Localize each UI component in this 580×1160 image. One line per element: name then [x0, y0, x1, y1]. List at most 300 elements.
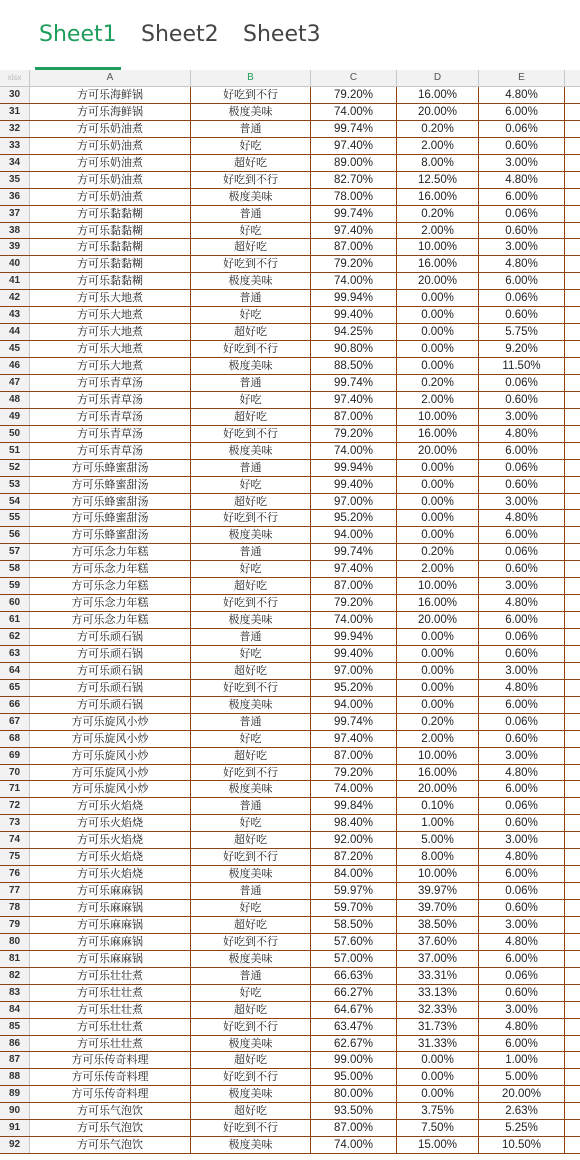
cell-e[interactable]: 3.00% [479, 748, 565, 764]
row-number[interactable]: 31 [0, 104, 30, 120]
cell-b[interactable]: 超好吃 [191, 155, 311, 171]
cell-d[interactable]: 20.00% [397, 104, 479, 120]
cell-e[interactable]: 9.20% [479, 341, 565, 357]
cell-b[interactable]: 普通 [191, 121, 311, 137]
cell-d[interactable]: 20.00% [397, 781, 479, 797]
row-number[interactable]: 56 [0, 527, 30, 543]
cell-e[interactable]: 6.00% [479, 527, 565, 543]
cell-a[interactable]: 方可乐青草汤 [30, 409, 191, 425]
cell-a[interactable]: 方可乐奶油煮 [30, 172, 191, 188]
cell-b[interactable]: 好吃到不行 [191, 87, 311, 103]
cell-b[interactable]: 好吃到不行 [191, 172, 311, 188]
cell-e[interactable]: 0.06% [479, 883, 565, 899]
cell-b[interactable]: 普通 [191, 460, 311, 476]
row-number[interactable]: 81 [0, 951, 30, 967]
cell-c[interactable]: 95.20% [311, 510, 397, 526]
cell-a[interactable]: 方可乐顽石锅 [30, 663, 191, 679]
cell-a[interactable]: 方可乐青草汤 [30, 392, 191, 408]
cell-a[interactable]: 方可乐蜂蜜甜汤 [30, 494, 191, 510]
cell-b[interactable]: 好吃到不行 [191, 426, 311, 442]
cell-b[interactable]: 好吃 [191, 307, 311, 323]
row-number[interactable]: 73 [0, 815, 30, 831]
cell-b[interactable]: 好吃到不行 [191, 680, 311, 696]
cell-a[interactable]: 方可乐壮壮煮 [30, 1036, 191, 1052]
cell-a[interactable]: 方可乐蜂蜜甜汤 [30, 527, 191, 543]
cell-e[interactable]: 0.06% [479, 121, 565, 137]
cell-e[interactable]: 4.80% [479, 934, 565, 950]
cell-c[interactable]: 97.40% [311, 561, 397, 577]
row-number[interactable]: 64 [0, 663, 30, 679]
cell-c[interactable]: 80.00% [311, 1086, 397, 1102]
cell-b[interactable]: 普通 [191, 968, 311, 984]
cell-a[interactable]: 方可乐壮壮煮 [30, 968, 191, 984]
row-number[interactable]: 92 [0, 1137, 30, 1153]
cell-b[interactable]: 极度美味 [191, 1137, 311, 1153]
row-number[interactable]: 69 [0, 748, 30, 764]
cell-a[interactable]: 方可乐旋风小炒 [30, 781, 191, 797]
cell-b[interactable]: 好吃到不行 [191, 256, 311, 272]
cell-e[interactable]: 0.60% [479, 138, 565, 154]
cell-e[interactable]: 0.60% [479, 731, 565, 747]
cell-d[interactable]: 10.00% [397, 409, 479, 425]
cell-a[interactable]: 方可乐黏黏糊 [30, 223, 191, 239]
cell-e[interactable]: 3.00% [479, 578, 565, 594]
cell-c[interactable]: 88.50% [311, 358, 397, 374]
cell-c[interactable]: 97.40% [311, 138, 397, 154]
cell-d[interactable]: 0.20% [397, 206, 479, 222]
cell-e[interactable]: 6.00% [479, 781, 565, 797]
cell-b[interactable]: 超好吃 [191, 409, 311, 425]
tab-sheet2[interactable]: Sheet2 [141, 22, 219, 47]
cell-d[interactable]: 0.20% [397, 121, 479, 137]
cell-c[interactable]: 87.20% [311, 849, 397, 865]
cell-e[interactable]: 4.80% [479, 765, 565, 781]
cell-b[interactable]: 超好吃 [191, 239, 311, 255]
cell-c[interactable]: 97.40% [311, 731, 397, 747]
cell-b[interactable]: 超好吃 [191, 324, 311, 340]
cell-e[interactable]: 6.00% [479, 1036, 565, 1052]
spreadsheet-grid[interactable] [0, 70, 580, 1160]
row-number[interactable]: 86 [0, 1036, 30, 1052]
cell-c[interactable]: 99.74% [311, 544, 397, 560]
cell-a[interactable]: 方可乐火焰烧 [30, 866, 191, 882]
row-number[interactable]: 30 [0, 87, 30, 103]
cell-b[interactable]: 极度美味 [191, 951, 311, 967]
cell-e[interactable]: 4.80% [479, 510, 565, 526]
row-number[interactable]: 49 [0, 409, 30, 425]
cell-d[interactable]: 16.00% [397, 256, 479, 272]
cell-d[interactable]: 2.00% [397, 138, 479, 154]
cell-c[interactable]: 57.00% [311, 951, 397, 967]
cell-d[interactable]: 0.00% [397, 341, 479, 357]
cell-b[interactable]: 好吃 [191, 561, 311, 577]
cell-a[interactable]: 方可乐气泡饮 [30, 1120, 191, 1136]
cell-d[interactable]: 37.60% [397, 934, 479, 950]
cell-e[interactable]: 3.00% [479, 832, 565, 848]
cell-d[interactable]: 7.50% [397, 1120, 479, 1136]
row-number[interactable]: 44 [0, 324, 30, 340]
cell-b[interactable]: 好吃 [191, 646, 311, 662]
cell-d[interactable]: 32.33% [397, 1002, 479, 1018]
cell-d[interactable]: 16.00% [397, 87, 479, 103]
cell-a[interactable]: 方可乐壮壮煮 [30, 1002, 191, 1018]
cell-b[interactable]: 超好吃 [191, 578, 311, 594]
cell-d[interactable]: 16.00% [397, 189, 479, 205]
row-number[interactable]: 90 [0, 1103, 30, 1119]
cell-a[interactable]: 方可乐大地煮 [30, 358, 191, 374]
row-number[interactable]: 66 [0, 697, 30, 713]
cell-d[interactable]: 31.33% [397, 1036, 479, 1052]
cell-a[interactable]: 方可乐旋风小炒 [30, 714, 191, 730]
tab-sheet1[interactable]: Sheet1 [37, 22, 119, 70]
cell-d[interactable]: 10.00% [397, 239, 479, 255]
cell-d[interactable]: 37.00% [397, 951, 479, 967]
row-number[interactable]: 47 [0, 375, 30, 391]
cell-d[interactable]: 0.00% [397, 307, 479, 323]
cell-d[interactable]: 38.50% [397, 917, 479, 933]
cell-d[interactable]: 8.00% [397, 155, 479, 171]
cell-a[interactable]: 方可乐蜂蜜甜汤 [30, 510, 191, 526]
row-number[interactable]: 51 [0, 443, 30, 459]
cell-a[interactable]: 方可乐念力年糕 [30, 544, 191, 560]
cell-d[interactable]: 16.00% [397, 595, 479, 611]
cell-c[interactable]: 74.00% [311, 104, 397, 120]
cell-e[interactable]: 4.80% [479, 172, 565, 188]
cell-b[interactable]: 极度美味 [191, 189, 311, 205]
cell-c[interactable]: 99.94% [311, 290, 397, 306]
cell-c[interactable]: 74.00% [311, 781, 397, 797]
cell-a[interactable]: 方可乐火焰烧 [30, 815, 191, 831]
row-number[interactable]: 53 [0, 477, 30, 493]
cell-c[interactable]: 59.70% [311, 900, 397, 916]
cell-b[interactable]: 极度美味 [191, 104, 311, 120]
cell-c[interactable]: 59.97% [311, 883, 397, 899]
cell-e[interactable]: 0.60% [479, 223, 565, 239]
row-number[interactable]: 89 [0, 1086, 30, 1102]
row-number[interactable]: 77 [0, 883, 30, 899]
cell-d[interactable]: 0.00% [397, 477, 479, 493]
cell-c[interactable]: 74.00% [311, 612, 397, 628]
cell-b[interactable]: 极度美味 [191, 358, 311, 374]
cell-a[interactable]: 方可乐青草汤 [30, 426, 191, 442]
cell-a[interactable]: 方可乐念力年糕 [30, 561, 191, 577]
row-number[interactable]: 32 [0, 121, 30, 137]
cell-a[interactable]: 方可乐旋风小炒 [30, 731, 191, 747]
cell-b[interactable]: 超好吃 [191, 494, 311, 510]
row-number[interactable]: 50 [0, 426, 30, 442]
cell-d[interactable]: 10.00% [397, 578, 479, 594]
row-number[interactable]: 88 [0, 1069, 30, 1085]
cell-a[interactable]: 方可乐念力年糕 [30, 612, 191, 628]
cell-b[interactable]: 普通 [191, 544, 311, 560]
cell-d[interactable]: 0.10% [397, 798, 479, 814]
cell-c[interactable]: 99.84% [311, 798, 397, 814]
row-number[interactable]: 85 [0, 1019, 30, 1035]
row-number[interactable]: 43 [0, 307, 30, 323]
cell-a[interactable]: 方可乐麻麻锅 [30, 934, 191, 950]
cell-d[interactable]: 20.00% [397, 273, 479, 289]
cell-d[interactable]: 16.00% [397, 426, 479, 442]
cell-e[interactable]: 0.60% [479, 561, 565, 577]
row-number[interactable]: 80 [0, 934, 30, 950]
cell-b[interactable]: 好吃到不行 [191, 510, 311, 526]
cell-c[interactable]: 97.40% [311, 223, 397, 239]
cell-d[interactable]: 0.00% [397, 646, 479, 662]
cell-d[interactable]: 8.00% [397, 849, 479, 865]
cell-a[interactable]: 方可乐顽石锅 [30, 680, 191, 696]
cell-e[interactable]: 6.00% [479, 951, 565, 967]
cell-c[interactable]: 99.74% [311, 121, 397, 137]
row-number[interactable]: 33 [0, 138, 30, 154]
cell-a[interactable]: 方可乐气泡饮 [30, 1137, 191, 1153]
cell-c[interactable]: 97.40% [311, 392, 397, 408]
cell-d[interactable]: 1.00% [397, 815, 479, 831]
cell-c[interactable]: 87.00% [311, 409, 397, 425]
row-number[interactable]: 36 [0, 189, 30, 205]
cell-c[interactable]: 94.00% [311, 527, 397, 543]
cell-a[interactable]: 方可乐麻麻锅 [30, 900, 191, 916]
cell-e[interactable]: 0.06% [479, 968, 565, 984]
cell-e[interactable]: 3.00% [479, 917, 565, 933]
row-number[interactable]: 38 [0, 223, 30, 239]
row-number[interactable]: 74 [0, 832, 30, 848]
cell-a[interactable]: 方可乐海鲜锅 [30, 87, 191, 103]
cell-d[interactable]: 0.00% [397, 290, 479, 306]
cell-c[interactable]: 87.00% [311, 748, 397, 764]
row-number[interactable]: 63 [0, 646, 30, 662]
cell-e[interactable]: 4.80% [479, 849, 565, 865]
cell-b[interactable]: 极度美味 [191, 781, 311, 797]
cell-e[interactable]: 1.00% [479, 1052, 565, 1068]
cell-c[interactable]: 99.94% [311, 629, 397, 645]
cell-a[interactable]: 方可乐壮壮煮 [30, 1019, 191, 1035]
cell-a[interactable]: 方可乐传奇料理 [30, 1086, 191, 1102]
cell-d[interactable]: 0.00% [397, 663, 479, 679]
cell-d[interactable]: 0.20% [397, 714, 479, 730]
row-number[interactable]: 91 [0, 1120, 30, 1136]
cell-c[interactable]: 74.00% [311, 1137, 397, 1153]
cell-b[interactable]: 好吃到不行 [191, 1120, 311, 1136]
cell-b[interactable]: 极度美味 [191, 527, 311, 543]
cell-a[interactable]: 方可乐旋风小炒 [30, 765, 191, 781]
row-number[interactable]: 87 [0, 1052, 30, 1068]
cell-e[interactable]: 6.00% [479, 612, 565, 628]
cell-d[interactable]: 31.73% [397, 1019, 479, 1035]
cell-b[interactable]: 超好吃 [191, 1103, 311, 1119]
cell-b[interactable]: 超好吃 [191, 1002, 311, 1018]
cell-d[interactable]: 0.20% [397, 544, 479, 560]
cell-c[interactable]: 82.70% [311, 172, 397, 188]
row-number[interactable]: 78 [0, 900, 30, 916]
cell-c[interactable]: 57.60% [311, 934, 397, 950]
cell-c[interactable]: 99.00% [311, 1052, 397, 1068]
cell-a[interactable]: 方可乐大地煮 [30, 341, 191, 357]
cell-a[interactable]: 方可乐麻麻锅 [30, 917, 191, 933]
cell-e[interactable]: 0.60% [479, 392, 565, 408]
cell-a[interactable]: 方可乐黏黏糊 [30, 239, 191, 255]
cell-c[interactable]: 78.00% [311, 189, 397, 205]
cell-b[interactable]: 普通 [191, 629, 311, 645]
cell-e[interactable]: 0.60% [479, 985, 565, 1001]
cell-a[interactable]: 方可乐麻麻锅 [30, 883, 191, 899]
cell-c[interactable]: 79.20% [311, 595, 397, 611]
cell-e[interactable]: 6.00% [479, 697, 565, 713]
cell-e[interactable]: 6.00% [479, 866, 565, 882]
cell-d[interactable]: 0.00% [397, 1086, 479, 1102]
cell-e[interactable]: 0.06% [479, 290, 565, 306]
cell-b[interactable]: 好吃 [191, 731, 311, 747]
cell-c[interactable]: 87.00% [311, 239, 397, 255]
cell-e[interactable]: 3.00% [479, 239, 565, 255]
cell-e[interactable]: 5.25% [479, 1120, 565, 1136]
cell-d[interactable]: 33.13% [397, 985, 479, 1001]
cell-a[interactable]: 方可乐旋风小炒 [30, 748, 191, 764]
cell-c[interactable]: 97.00% [311, 494, 397, 510]
cell-d[interactable]: 2.00% [397, 392, 479, 408]
cell-e[interactable]: 0.06% [479, 206, 565, 222]
row-number[interactable]: 40 [0, 256, 30, 272]
row-number[interactable]: 57 [0, 544, 30, 560]
column-header-c[interactable]: C [311, 70, 397, 86]
cell-a[interactable]: 方可乐顽石锅 [30, 629, 191, 645]
cell-b[interactable]: 好吃 [191, 477, 311, 493]
cell-a[interactable]: 方可乐传奇料理 [30, 1052, 191, 1068]
cell-b[interactable]: 普通 [191, 883, 311, 899]
row-number[interactable]: 52 [0, 460, 30, 476]
row-number[interactable]: 84 [0, 1002, 30, 1018]
cell-e[interactable]: 4.80% [479, 426, 565, 442]
cell-e[interactable]: 5.75% [479, 324, 565, 340]
cell-a[interactable]: 方可乐念力年糕 [30, 595, 191, 611]
cell-c[interactable]: 66.63% [311, 968, 397, 984]
cell-b[interactable]: 好吃到不行 [191, 765, 311, 781]
row-number[interactable]: 70 [0, 765, 30, 781]
cell-a[interactable]: 方可乐黏黏糊 [30, 206, 191, 222]
cell-e[interactable]: 0.60% [479, 815, 565, 831]
cell-d[interactable]: 0.00% [397, 1069, 479, 1085]
cell-c[interactable]: 58.50% [311, 917, 397, 933]
cell-c[interactable]: 79.20% [311, 765, 397, 781]
cell-c[interactable]: 89.00% [311, 155, 397, 171]
cell-c[interactable]: 99.74% [311, 375, 397, 391]
cell-b[interactable]: 好吃 [191, 392, 311, 408]
cell-c[interactable]: 74.00% [311, 443, 397, 459]
cell-e[interactable]: 0.60% [479, 900, 565, 916]
row-number[interactable]: 60 [0, 595, 30, 611]
cell-a[interactable]: 方可乐奶油煮 [30, 155, 191, 171]
row-number[interactable]: 65 [0, 680, 30, 696]
cell-b[interactable]: 极度美味 [191, 1036, 311, 1052]
row-number[interactable]: 59 [0, 578, 30, 594]
cell-c[interactable]: 99.40% [311, 646, 397, 662]
cell-d[interactable]: 0.00% [397, 494, 479, 510]
cell-d[interactable]: 39.70% [397, 900, 479, 916]
cell-a[interactable]: 方可乐奶油煮 [30, 138, 191, 154]
row-number[interactable]: 72 [0, 798, 30, 814]
cell-b[interactable]: 极度美味 [191, 273, 311, 289]
cell-e[interactable]: 3.00% [479, 1002, 565, 1018]
cell-b[interactable]: 好吃 [191, 223, 311, 239]
row-number[interactable]: 41 [0, 273, 30, 289]
row-number[interactable]: 61 [0, 612, 30, 628]
cell-d[interactable]: 16.00% [397, 765, 479, 781]
cell-d[interactable]: 10.00% [397, 748, 479, 764]
cell-c[interactable]: 62.67% [311, 1036, 397, 1052]
cell-c[interactable]: 66.27% [311, 985, 397, 1001]
cell-b[interactable]: 极度美味 [191, 612, 311, 628]
cell-b[interactable]: 好吃 [191, 138, 311, 154]
row-number[interactable]: 62 [0, 629, 30, 645]
cell-a[interactable]: 方可乐大地煮 [30, 324, 191, 340]
cell-d[interactable]: 5.00% [397, 832, 479, 848]
row-number[interactable]: 39 [0, 239, 30, 255]
cell-c[interactable]: 99.40% [311, 307, 397, 323]
cell-c[interactable]: 74.00% [311, 273, 397, 289]
column-header-d[interactable]: D [397, 70, 479, 86]
row-number[interactable]: 76 [0, 866, 30, 882]
cell-e[interactable]: 3.00% [479, 494, 565, 510]
cell-b[interactable]: 好吃到不行 [191, 595, 311, 611]
cell-e[interactable]: 6.00% [479, 104, 565, 120]
cell-b[interactable]: 超好吃 [191, 832, 311, 848]
cell-c[interactable]: 93.50% [311, 1103, 397, 1119]
cell-d[interactable]: 0.00% [397, 629, 479, 645]
cell-d[interactable]: 2.00% [397, 223, 479, 239]
cell-a[interactable]: 方可乐蜂蜜甜汤 [30, 460, 191, 476]
cell-b[interactable]: 极度美味 [191, 866, 311, 882]
cell-e[interactable]: 2.63% [479, 1103, 565, 1119]
cell-e[interactable]: 5.00% [479, 1069, 565, 1085]
cell-d[interactable]: 15.00% [397, 1137, 479, 1153]
cell-a[interactable]: 方可乐顽石锅 [30, 697, 191, 713]
cell-d[interactable]: 0.00% [397, 527, 479, 543]
cell-e[interactable]: 4.80% [479, 680, 565, 696]
cell-e[interactable]: 4.80% [479, 256, 565, 272]
cell-b[interactable]: 普通 [191, 375, 311, 391]
cell-e[interactable]: 3.00% [479, 155, 565, 171]
cell-b[interactable]: 好吃 [191, 985, 311, 1001]
cell-a[interactable]: 方可乐顽石锅 [30, 646, 191, 662]
cell-d[interactable]: 0.20% [397, 375, 479, 391]
cell-a[interactable]: 方可乐奶油煮 [30, 189, 191, 205]
cell-b[interactable]: 极度美味 [191, 1086, 311, 1102]
cell-e[interactable]: 6.00% [479, 443, 565, 459]
cell-d[interactable]: 0.00% [397, 510, 479, 526]
cell-e[interactable]: 0.60% [479, 307, 565, 323]
cell-b[interactable]: 普通 [191, 206, 311, 222]
row-number[interactable]: 35 [0, 172, 30, 188]
row-number[interactable]: 71 [0, 781, 30, 797]
row-number[interactable]: 82 [0, 968, 30, 984]
cell-d[interactable]: 0.00% [397, 680, 479, 696]
cell-e[interactable]: 3.00% [479, 409, 565, 425]
row-number[interactable]: 54 [0, 494, 30, 510]
cell-d[interactable]: 3.75% [397, 1103, 479, 1119]
cell-b[interactable]: 极度美味 [191, 697, 311, 713]
cell-e[interactable]: 0.06% [479, 629, 565, 645]
cell-b[interactable]: 超好吃 [191, 663, 311, 679]
cell-a[interactable]: 方可乐蜂蜜甜汤 [30, 477, 191, 493]
cell-c[interactable]: 95.20% [311, 680, 397, 696]
row-number[interactable]: 55 [0, 510, 30, 526]
cell-e[interactable]: 6.00% [479, 273, 565, 289]
cell-c[interactable]: 94.25% [311, 324, 397, 340]
cell-d[interactable]: 0.00% [397, 358, 479, 374]
cell-c[interactable]: 79.20% [311, 426, 397, 442]
column-header-e[interactable]: E [479, 70, 565, 86]
cell-d[interactable]: 2.00% [397, 731, 479, 747]
cell-e[interactable]: 4.80% [479, 1019, 565, 1035]
